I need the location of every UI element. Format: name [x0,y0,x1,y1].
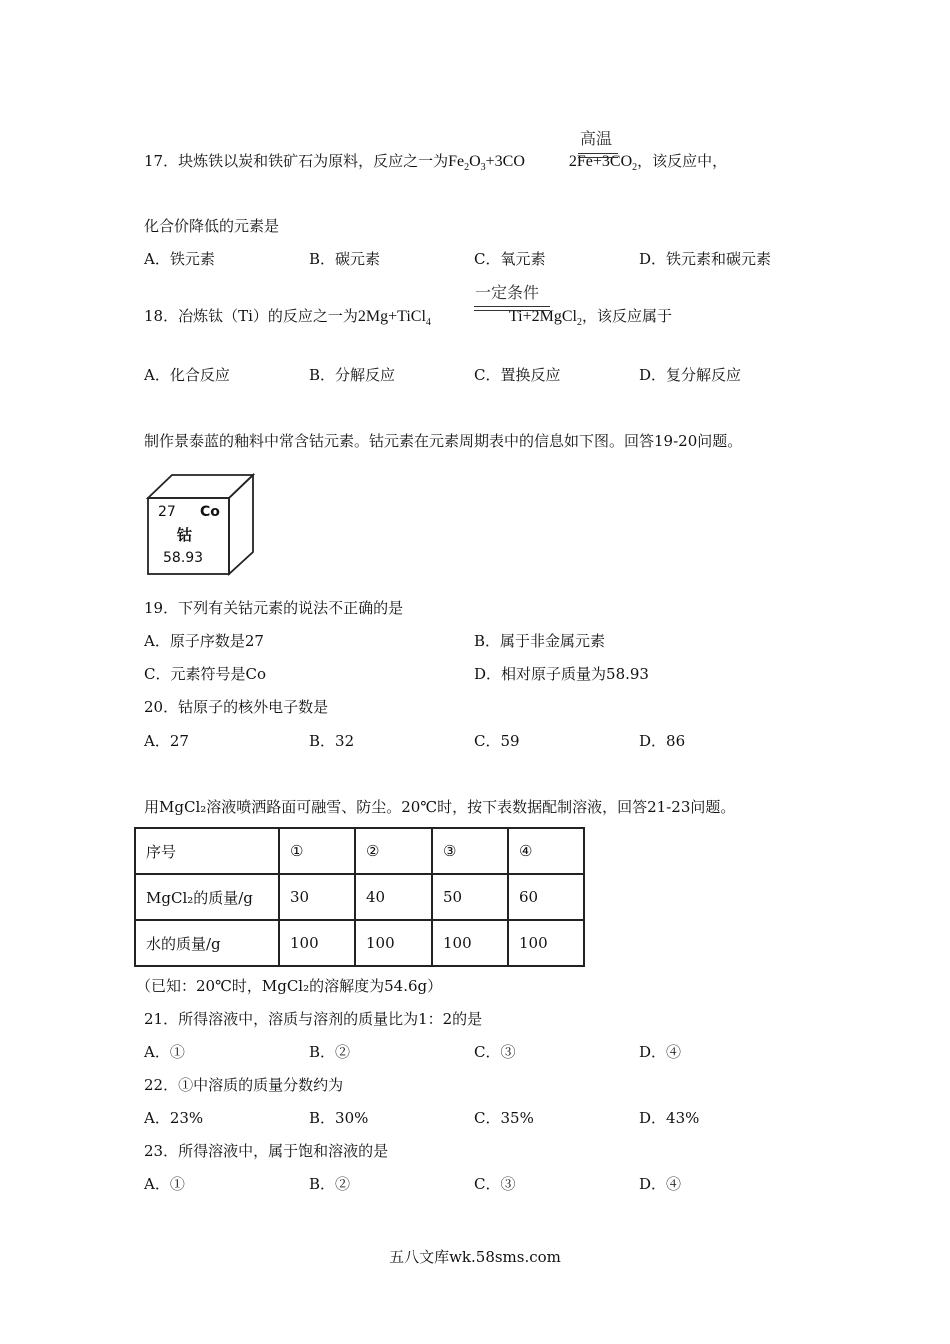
q17-condition: 高温 [580,129,613,148]
q19-option-b: B．属于非金属元素 [474,632,606,650]
table-cell: 60 [508,874,584,920]
table-header-row [135,828,584,874]
table-header-cell: ③ [432,828,508,874]
q21-option-c: C．③ [474,1043,516,1061]
q22-option-a: A．23% [144,1109,204,1127]
q19-option-a: A．原子序数是27 [144,632,264,650]
q18-condition: 一定条件 [475,283,540,302]
mgcl2-data-table [134,827,585,967]
q17-stem: 17．块炼铁以炭和铁矿石为原料，反应之一为$Fe_2O_3+3CO$ $2Fe+3CO_2$，该反应中， [144,152,728,174]
q20-option-b: B．32 [309,732,355,750]
table-cell: 100 [355,920,432,966]
element-symbol: Co [200,504,220,520]
table-cell: 100 [508,920,584,966]
q20-option-d: D．86 [639,732,686,750]
table-header-cell: ① [279,828,355,874]
q17-equation: $Fe_2O_3+3CO$ $2Fe+3CO_2$ [448,153,638,174]
q17-option-c: C．氧元素 [474,250,546,268]
table-cell: 水的质量/g [135,920,279,966]
table-cell: 100 [432,920,508,966]
element-cube [145,472,255,576]
table-cell: 40 [355,874,432,920]
q20-option-c: C．59 [474,732,520,750]
cobalt-intro: 制作景泰蓝的釉料中常含钴元素。钴元素在元素周期表中的信息如下图。回答19-20问题。 [144,432,743,450]
element-mass: 58.93 [163,550,204,566]
q17-option-b: B．碳元素 [309,250,381,268]
q20-option-a: A．27 [144,732,189,750]
q17-line2: 化合价降低的元素是 [144,217,280,235]
table-cell: 50 [432,874,508,920]
q22-option-c: C．35% [474,1109,534,1127]
q21-stem: 21．所得溶液中，溶质与溶剂的质量比为1：2的是 [144,1010,483,1028]
q21-option-b: B．② [309,1043,351,1061]
q23-stem: 23．所得溶液中，属于饱和溶液的是 [144,1142,389,1160]
table-header-cell: ④ [508,828,584,874]
q20-stem: 20．钴原子的核外电子数是 [144,698,329,716]
q18-option-d: D．复分解反应 [639,366,742,384]
element-number: 27 [158,504,176,520]
table-header-cell: 序号 [135,828,279,874]
q18-option-c: C．置换反应 [474,366,561,384]
q19-option-c: C．元素符号是Co [144,665,266,683]
q23-option-a: A．① [144,1175,185,1193]
q17-equals-sign [578,153,618,158]
element-name: 钴 [177,526,193,544]
table-row [135,874,584,920]
q21-option-d: D．④ [639,1043,682,1061]
q22-stem: 22．①中溶质的质量分数约为 [144,1076,344,1094]
q17-option-d: D．铁元素和碳元素 [639,250,772,268]
q22-option-d: D．43% [639,1109,700,1127]
mgcl2-intro: 用MgCl₂溶液喷洒路面可融雪、防尘。20℃时，按下表数据配制溶液，回答21-23问题。 [144,798,736,816]
q23-option-b: B．② [309,1175,351,1193]
table-cell: MgCl₂的质量/g [135,874,279,920]
table-cell: 100 [279,920,355,966]
solubility-note: （已知：20℃时，MgCl₂的溶解度为54.6g） [136,977,443,995]
q22-option-b: B．30% [309,1109,369,1127]
footer-watermark: 五八文库wk.58sms.com [389,1248,561,1266]
q19-stem: 19．下列有关钴元素的说法不正确的是 [144,599,404,617]
table-row [135,920,584,966]
q18-equation: 2Mg+TiCl$_4$ Ti+2MgCl$_2$ [357,308,582,329]
q19-option-d: D．相对原子质量为58.93 [474,665,649,683]
table-cell: 30 [279,874,355,920]
q23-option-d: D．④ [639,1175,682,1193]
q18-equals-sign [474,306,550,311]
q23-option-c: C．③ [474,1175,516,1193]
table-header-cell: ② [355,828,432,874]
q17-option-a: A．铁元素 [144,250,215,268]
q18-stem: 18．冶炼钛（Ti）的反应之一为2Mg+TiCl$_4$ Ti+2MgCl$_2$，该反应属于 [144,307,672,329]
q21-option-a: A．① [144,1043,185,1061]
q18-option-a: A．化合反应 [144,366,230,384]
q18-option-b: B．分解反应 [309,366,396,384]
